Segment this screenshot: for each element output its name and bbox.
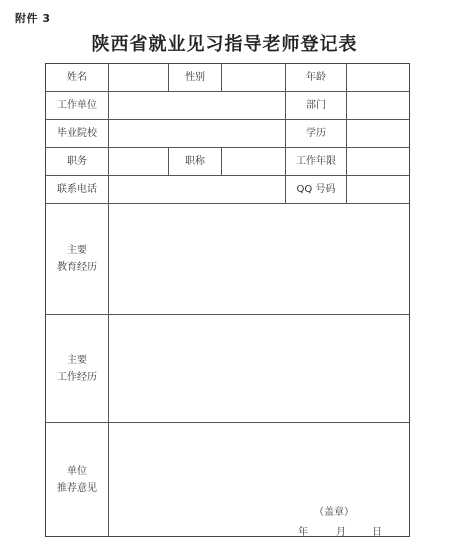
gender-label: 性别 (185, 72, 205, 83)
position-field[interactable] (109, 148, 168, 175)
education-level-field[interactable] (347, 120, 409, 147)
title-rank-field[interactable] (222, 148, 285, 175)
registration-form-table (45, 63, 410, 537)
work-years-label: 工作年限 (296, 156, 336, 167)
graduate-school-label: 毕业院校 (57, 128, 97, 139)
name-label: 姓名 (67, 72, 87, 83)
age-label: 年龄 (306, 72, 326, 83)
phone-field[interactable] (109, 176, 285, 203)
gender-field[interactable] (222, 64, 285, 91)
date-month: 月 (336, 527, 346, 538)
position-label: 职务 (67, 156, 87, 167)
date-year: 年 (298, 527, 308, 538)
date-day: 日 (372, 527, 382, 538)
attachment-label: 附件 3 (15, 12, 51, 25)
work-unit-field[interactable] (109, 92, 285, 119)
department-field[interactable] (347, 92, 409, 119)
qq-field[interactable] (347, 176, 409, 203)
department-label: 部门 (306, 100, 326, 111)
phone-label: 联系电话 (57, 184, 97, 195)
work-unit-label: 工作单位 (57, 100, 97, 111)
graduate-school-field[interactable] (109, 120, 285, 147)
education-history-label-line1: 主要 (67, 245, 87, 256)
form-title: 陕西省就业见习指导老师登记表 (91, 34, 358, 55)
education-history-label-line2: 教育经历 (57, 262, 97, 273)
unit-opinion-field[interactable] (109, 423, 409, 536)
seal-text: （盖章） (314, 507, 354, 518)
name-field[interactable] (109, 64, 168, 91)
age-field[interactable] (347, 64, 409, 91)
education-level-label: 学历 (306, 128, 326, 139)
work-history-label (46, 315, 108, 422)
education-history-field[interactable] (109, 204, 409, 314)
qq-label: QQ 号码 (296, 184, 336, 195)
unit-opinion-label-line2: 推荐意见 (57, 482, 97, 494)
education-history-label (46, 204, 108, 314)
work-history-label-line2: 工作经历 (57, 371, 97, 383)
unit-opinion-label (46, 423, 108, 536)
work-years-field[interactable] (347, 148, 409, 175)
work-history-field[interactable] (109, 315, 409, 422)
work-history-label-line1: 主要 (67, 354, 87, 366)
unit-opinion-label-line1: 单位 (67, 465, 87, 477)
title-rank-label: 职称 (185, 156, 205, 167)
